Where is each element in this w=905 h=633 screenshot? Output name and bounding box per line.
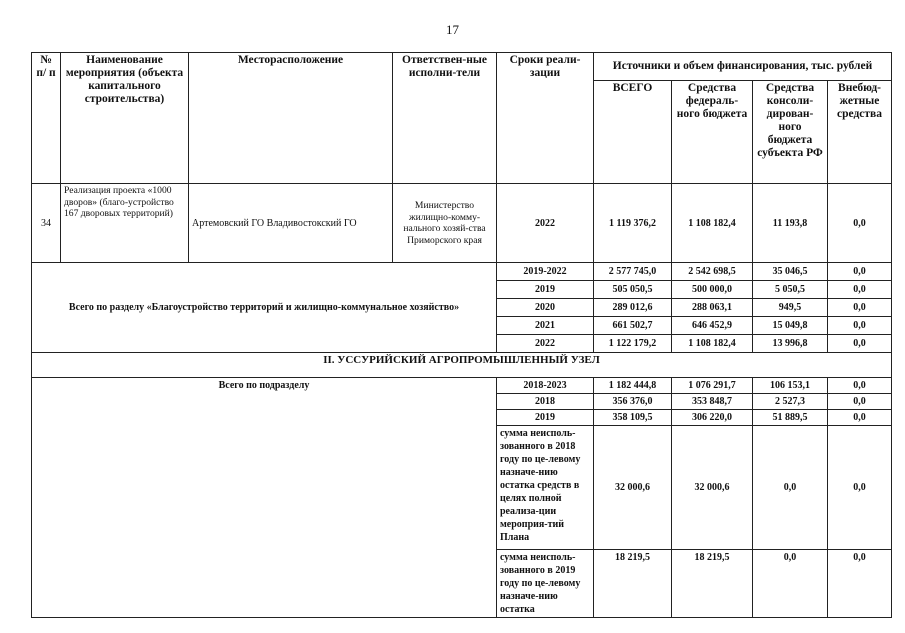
subsection-regional: 0,0	[753, 550, 828, 618]
section-heading: II. УССУРИЙСКИЙ АГРОПРОМЫШЛЕННЫЙ УЗЕЛ	[32, 353, 892, 378]
section-extra: 0,0	[828, 281, 892, 299]
section-extra: 0,0	[828, 299, 892, 317]
section-heading-row	[32, 353, 892, 378]
subsection-federal: 306 220,0	[672, 410, 753, 426]
section-year: 2019-2022	[497, 263, 594, 281]
section-extra: 0,0	[828, 335, 892, 353]
project-name: Реализация проекта «1000 дворов» (благо-устройство 167 дворовых территорий)	[61, 184, 189, 263]
project-num: 34	[32, 184, 61, 263]
section-total: 2 577 745,0	[594, 263, 672, 281]
subsection-total: 1 182 444,8	[594, 378, 672, 394]
section-regional: 15 049,8	[753, 317, 828, 335]
project-regional: 11 193,8	[753, 184, 828, 263]
subsection-total: 32 000,6	[594, 426, 672, 550]
subsection-total: 358 109,5	[594, 410, 672, 426]
subsection-total-row	[32, 378, 892, 394]
project-total: 1 119 376,2	[594, 184, 672, 263]
project-row	[32, 184, 892, 263]
section-total: 661 502,7	[594, 317, 672, 335]
header-name: Наименование мероприятия (объекта капитального строительства)	[61, 53, 189, 184]
page-number: 17	[446, 22, 459, 37]
header-num: № п/ п	[32, 53, 61, 184]
section-federal: 646 452,9	[672, 317, 753, 335]
section-year: 2022	[497, 335, 594, 353]
section-total: 1 122 179,2	[594, 335, 672, 353]
subsection-regional: 51 889,5	[753, 410, 828, 426]
header-sources: Источники и объем финансирования, тыс. рублей	[594, 53, 892, 81]
subsection-year: 2018-2023	[497, 378, 594, 394]
header-total: ВСЕГО	[594, 81, 672, 184]
section-regional: 35 046,5	[753, 263, 828, 281]
section-federal: 500 000,0	[672, 281, 753, 299]
subsection-extra: 0,0	[828, 426, 892, 550]
project-location: Артемовский ГО Владивостокский ГО	[189, 184, 393, 263]
project-executor: Министерство жилищно-комму-нального хозяй-ства Приморского края	[393, 184, 497, 263]
header-extra: Внебюд-жетные средства	[828, 81, 892, 184]
section-federal: 2 542 698,5	[672, 263, 753, 281]
section-regional: 949,5	[753, 299, 828, 317]
project-extra: 0,0	[828, 184, 892, 263]
subsection-extra: 0,0	[828, 378, 892, 394]
section-extra: 0,0	[828, 317, 892, 335]
subsection-federal: 32 000,6	[672, 426, 753, 550]
subsection-year: сумма неисполь-зованного в 2018 году по це-левому назначе-нию остатка средств в целях полной реализа-ции мероприя-тий Плана	[497, 426, 594, 550]
subsection-regional: 106 153,1	[753, 378, 828, 394]
subsection-regional: 2 527,3	[753, 394, 828, 410]
subsection-extra: 0,0	[828, 550, 892, 618]
project-federal: 1 108 182,4	[672, 184, 753, 263]
subsection-total: 356 376,0	[594, 394, 672, 410]
subsection-extra: 0,0	[828, 410, 892, 426]
financing-table	[31, 52, 892, 618]
section-year: 2019	[497, 281, 594, 299]
header-regional: Средства консоли-дирован-ного бюджета субъекта РФ	[753, 81, 828, 184]
subsection-year: 2019	[497, 410, 594, 426]
header-federal: Средства федераль-ного бюджета	[672, 81, 753, 184]
section-total: 289 012,6	[594, 299, 672, 317]
section-regional: 13 996,8	[753, 335, 828, 353]
section-total: 505 050,5	[594, 281, 672, 299]
subsection-total: 18 219,5	[594, 550, 672, 618]
subsection-federal: 353 848,7	[672, 394, 753, 410]
section-extra: 0,0	[828, 263, 892, 281]
header-location: Месторасположение	[189, 53, 393, 184]
section-year: 2021	[497, 317, 594, 335]
subsection-extra: 0,0	[828, 394, 892, 410]
subsection-federal: 1 076 291,7	[672, 378, 753, 394]
project-year: 2022	[497, 184, 594, 263]
section-federal: 1 108 182,4	[672, 335, 753, 353]
subsection-federal: 18 219,5	[672, 550, 753, 618]
section-regional: 5 050,5	[753, 281, 828, 299]
section-total-label: Всего по разделу «Благоустройство территорий и жилищно-коммунальное хозяйство»	[32, 263, 497, 353]
header-terms: Сроки реали-зации	[497, 53, 594, 184]
header-executors: Ответствен-ные исполни-тели	[393, 53, 497, 184]
subsection-regional: 0,0	[753, 426, 828, 550]
section-year: 2020	[497, 299, 594, 317]
subsection-total-label: Всего по подразделу	[32, 378, 497, 618]
section-total-row	[32, 263, 892, 281]
header-row-1	[32, 53, 892, 81]
subsection-year: сумма неисполь-зованного в 2019 году по це-левому назначе-нию остатка	[497, 550, 594, 618]
subsection-year: 2018	[497, 394, 594, 410]
section-federal: 288 063,1	[672, 299, 753, 317]
